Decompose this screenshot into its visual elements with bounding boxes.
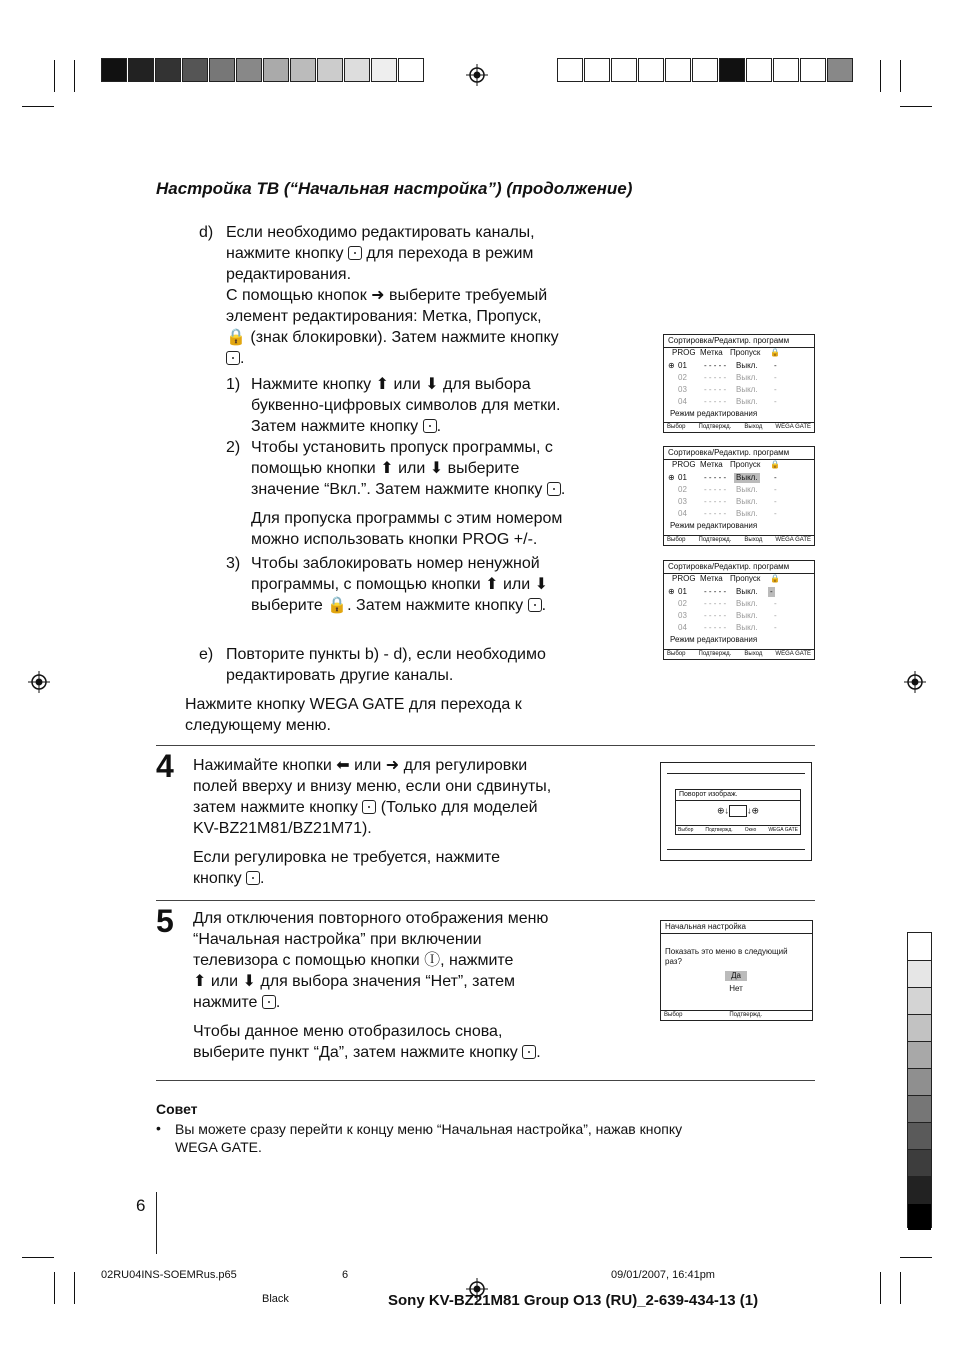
- step-5-number: 5: [156, 903, 174, 939]
- arrow-right-icon: ➜: [371, 287, 385, 304]
- section-heading: Настройка ТВ (“Начальная настройка”) (продолжение): [156, 179, 633, 198]
- sub3-text: Чтобы заблокировать номер ненужной программы, с помощью кнопки ⬆ или ⬇ выберите 🔒. Затем нажмите кнопку .: [251, 555, 549, 614]
- ok-button-icon: [262, 995, 276, 1009]
- arrow-left-icon: ⬅: [336, 757, 350, 774]
- osd-edit-screen-3: Сортировка/Редактир. программ PROG Метка Пропуск 🔒 ⊕ 01 - - - - - Выкл. - 02 - - - - - Выкл. - 03 - - - - - Выкл. - 04 - - - - - Выкл. - Режим редактирования Выбор Подтвержд. Выход WEGA GATE: [663, 560, 815, 660]
- power-icon: Ⓘ: [424, 952, 441, 969]
- sub1-label: 1): [226, 376, 241, 393]
- arrow-down-icon: ⬇: [425, 376, 439, 393]
- ok-button-icon: [547, 482, 561, 496]
- ok-button-icon: [522, 1045, 536, 1059]
- arrow-up-icon: ⬆: [193, 973, 207, 990]
- wega-note: Нажмите кнопку WEGA GATE для перехода к следующему меню.: [185, 696, 522, 734]
- sub3-label: 3): [226, 555, 241, 572]
- footer-file: 02RU04INS-SOEMRus.p65: [101, 1269, 237, 1281]
- tip-bullet: •: [156, 1120, 161, 1136]
- sub1-text: Нажмите кнопку ⬆ или ⬇ для выбора буквенно-цифровых символов для метки. Затем нажмите кнопку .: [251, 376, 561, 435]
- arrow-right-icon: ➜: [385, 757, 400, 774]
- registration-mark-icon: [904, 671, 926, 693]
- step-e-text: Повторите пункты b) - d), если необходимо редактировать другие каналы.: [226, 646, 546, 684]
- step-d-text: Если необходимо редактировать каналы, нажмите кнопку для перехода в режим редактирования. С помощью кнопок ➜ выберите требуемый элемент редактирования: Метка, Пропуск, 🔒 (знак блокировки). Затем нажмите кнопку .: [226, 224, 559, 367]
- ok-button-icon: [246, 871, 260, 885]
- sub2-text: Чтобы установить пропуск программы, с помощью кнопки ⬆ или ⬇ выберите значение “Вкл.”. Затем нажмите кнопку . Для пропуска программы с этим номером можно использовать кнопки PROG +/-.: [251, 439, 566, 548]
- sub2-label: 2): [226, 439, 241, 456]
- divider: [156, 745, 815, 746]
- grayscale-strip: [907, 932, 932, 1228]
- step-e-label: e): [199, 646, 214, 663]
- arrow-up-icon: ⬆: [380, 460, 394, 477]
- registration-mark-icon: [28, 671, 50, 693]
- tip-title: Совет: [156, 1101, 198, 1117]
- ok-button-icon: [423, 419, 437, 433]
- lock-icon: 🔒: [226, 329, 246, 346]
- arrow-down-icon: ⬇: [534, 576, 549, 593]
- step-d-label: d): [199, 224, 214, 241]
- ok-button-icon: [226, 351, 240, 365]
- osd-initial-setup: Начальная настройка Показать это меню в следующий раз? Да Нет Выбор Подтвержд.: [660, 920, 813, 1021]
- arrow-up-icon: ⬆: [485, 576, 499, 593]
- step-4-number: 4: [156, 748, 174, 784]
- arrow-down-icon: ⬇: [242, 973, 256, 990]
- divider: [156, 1080, 815, 1081]
- arrow-up-icon: ⬆: [375, 376, 390, 393]
- calibration-bar-left: [101, 58, 425, 82]
- ok-button-icon: [528, 598, 542, 612]
- footer-page: 6: [342, 1269, 349, 1281]
- step-4-text: Нажимайте кнопки ⬅ или ➜ для регулировки полей вверху и внизу меню, если они сдвинуты, затем нажмите кнопку (Только для моделей KV-BZ21M81/BZ21M71). Если регулировка не требуется, нажмите кнопку .: [193, 757, 552, 887]
- footer-color: Black: [262, 1293, 289, 1305]
- lock-icon: 🔒: [327, 597, 348, 614]
- tip-text: Вы можете сразу перейти к концу меню “Начальная настройка”, нажав кнопку WEGA GATE.: [175, 1121, 683, 1155]
- step-5-text: Для отключения повторного отображения меню “Начальная настройка” при включении телевизора с помощью кнопки Ⓘ, нажмите ⬆ или ⬇ для выбора значения “Нет”, затем нажмите . Чтобы данное меню отобразилось снова, выберите пункт “Да”, затем нажмите кнопку .: [193, 910, 549, 1061]
- osd-edit-screen-1: Сортировка/Редактир. программ PROG Метка Пропуск 🔒 ⊕ 01 - - - - - Выкл. - 02 - - - - - Выкл. - 03 - - - - - Выкл. - 04 - - - - - Выкл. - Режим редактирования Выбор Подтвержд. Выход WEGA GATE: [663, 334, 815, 433]
- registration-mark-icon: [466, 64, 488, 86]
- page-number: 6: [136, 1196, 146, 1215]
- osd-rotate-screen: Поворот изображ. ⊕↓ ↓⊕ Выбор Подтвержд. Окно WEGA GATE: [660, 762, 812, 861]
- footer-model: Sony KV-BZ21M81 Group O13 (RU)_2-639-434-13 (1): [388, 1292, 759, 1309]
- osd-edit-screen-2: Сортировка/Редактир. программ PROG Метка Пропуск 🔒 ⊕ 01 - - - - - Выкл. - 02 - - - - - Выкл. - 03 - - - - - Выкл. - 04 - - - - - Выкл. - Режим редактирования Выбор Подтвержд. Выход WEGA GATE: [663, 446, 815, 546]
- ok-button-icon: [348, 246, 362, 260]
- arrow-down-icon: ⬇: [429, 460, 444, 477]
- footer-date: 09/01/2007, 16:41pm: [611, 1269, 715, 1281]
- calibration-bar-right: [557, 58, 854, 82]
- divider: [156, 900, 815, 901]
- ok-button-icon: [362, 800, 376, 814]
